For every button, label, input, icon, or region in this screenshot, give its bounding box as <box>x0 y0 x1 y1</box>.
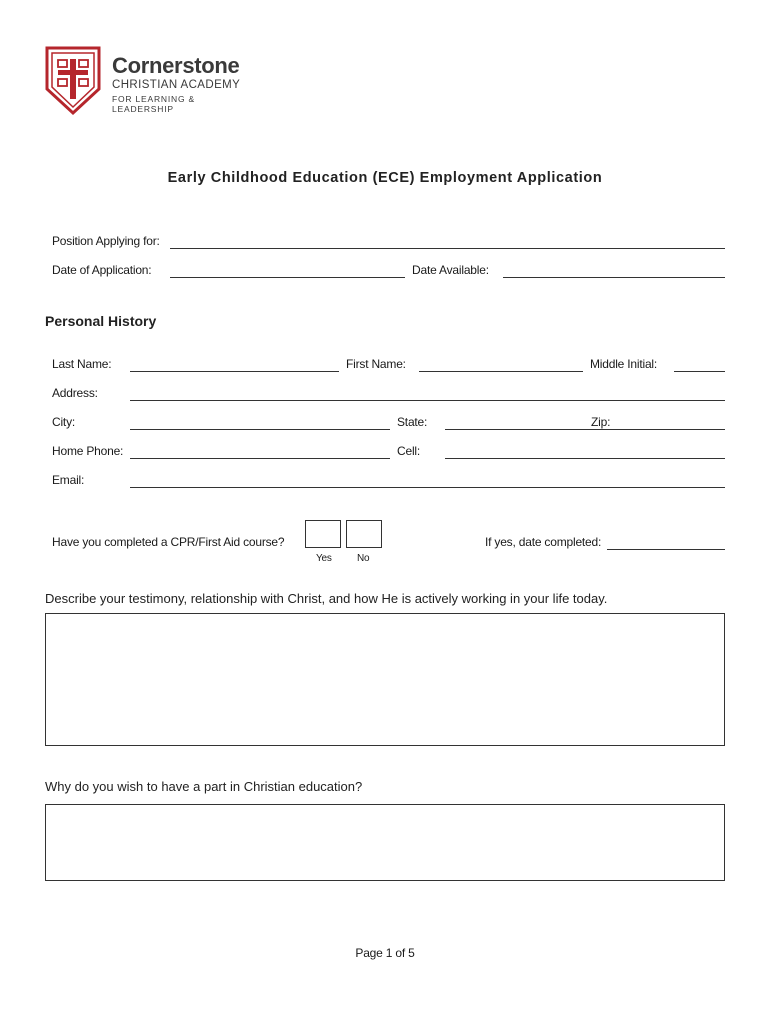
city-underline <box>130 429 390 430</box>
last-name-label: Last Name: <box>52 357 112 371</box>
address-input[interactable] <box>130 384 725 400</box>
state-underline <box>445 429 588 430</box>
home-phone-underline <box>130 458 390 459</box>
zip-label: Zip: <box>591 415 611 429</box>
date-application-input[interactable] <box>170 261 405 277</box>
email-input[interactable] <box>130 471 725 487</box>
cpr-yes-label: Yes <box>316 553 332 564</box>
middle-initial-input[interactable] <box>674 355 725 371</box>
zip-input[interactable] <box>612 413 725 429</box>
date-application-underline <box>170 277 405 278</box>
last-name-input[interactable] <box>130 355 339 371</box>
email-underline <box>130 487 725 488</box>
cell-input[interactable] <box>445 442 725 458</box>
date-completed-input[interactable] <box>607 533 725 549</box>
state-input[interactable] <box>445 413 588 429</box>
first-name-input[interactable] <box>419 355 583 371</box>
position-underline <box>170 248 725 249</box>
cpr-question: Have you completed a CPR/First Aid course? <box>52 535 285 549</box>
first-name-underline <box>419 371 583 372</box>
middle-initial-underline <box>674 371 725 372</box>
city-input[interactable] <box>130 413 390 429</box>
address-underline <box>130 400 725 401</box>
testimony-question: Describe your testimony, relationship with Christ, and how He is actively working in your life today. <box>45 591 608 606</box>
date-completed-underline <box>607 549 725 550</box>
first-name-label: First Name: <box>346 357 406 371</box>
position-input[interactable] <box>170 232 725 248</box>
date-available-label: Date Available: <box>412 263 489 277</box>
state-label: State: <box>397 415 428 429</box>
brand-tagline: FOR LEARNING & LEADERSHIP <box>112 94 195 114</box>
cpr-no-label: No <box>357 553 370 564</box>
home-phone-input[interactable] <box>130 442 390 458</box>
last-name-underline <box>130 371 339 372</box>
home-phone-label: Home Phone: <box>52 444 124 458</box>
date-available-underline <box>503 277 725 278</box>
form-title: Early Childhood Education (ECE) Employment Application <box>167 170 603 186</box>
cpr-no-checkbox[interactable] <box>346 520 382 548</box>
middle-initial-label: Middle Initial: <box>590 357 658 371</box>
brand-name: Cornerstone <box>112 53 240 78</box>
date-application-label: Date of Application: <box>52 263 152 277</box>
email-label: Email: <box>52 473 85 487</box>
city-label: City: <box>52 415 76 429</box>
date-completed-label: If yes, date completed: <box>485 535 602 549</box>
page-number: Page 1 of 5 <box>355 946 415 960</box>
cell-label: Cell: <box>397 444 421 458</box>
cornerstone-shield-icon <box>44 45 102 117</box>
zip-underline <box>588 429 725 430</box>
date-available-input[interactable] <box>503 261 725 277</box>
position-label: Position Applying for: <box>52 234 160 248</box>
brand-subtitle: CHRISTIAN ACADEMY <box>112 79 241 91</box>
cpr-yes-checkbox[interactable] <box>305 520 341 548</box>
testimony-textarea[interactable] <box>45 613 725 746</box>
christian-education-textarea[interactable] <box>45 804 725 881</box>
christian-education-question: Why do you wish to have a part in Christian education? <box>45 779 363 794</box>
address-label: Address: <box>52 386 98 400</box>
logo <box>44 45 254 117</box>
cell-underline <box>445 458 725 459</box>
personal-history-heading: Personal History <box>45 313 157 329</box>
